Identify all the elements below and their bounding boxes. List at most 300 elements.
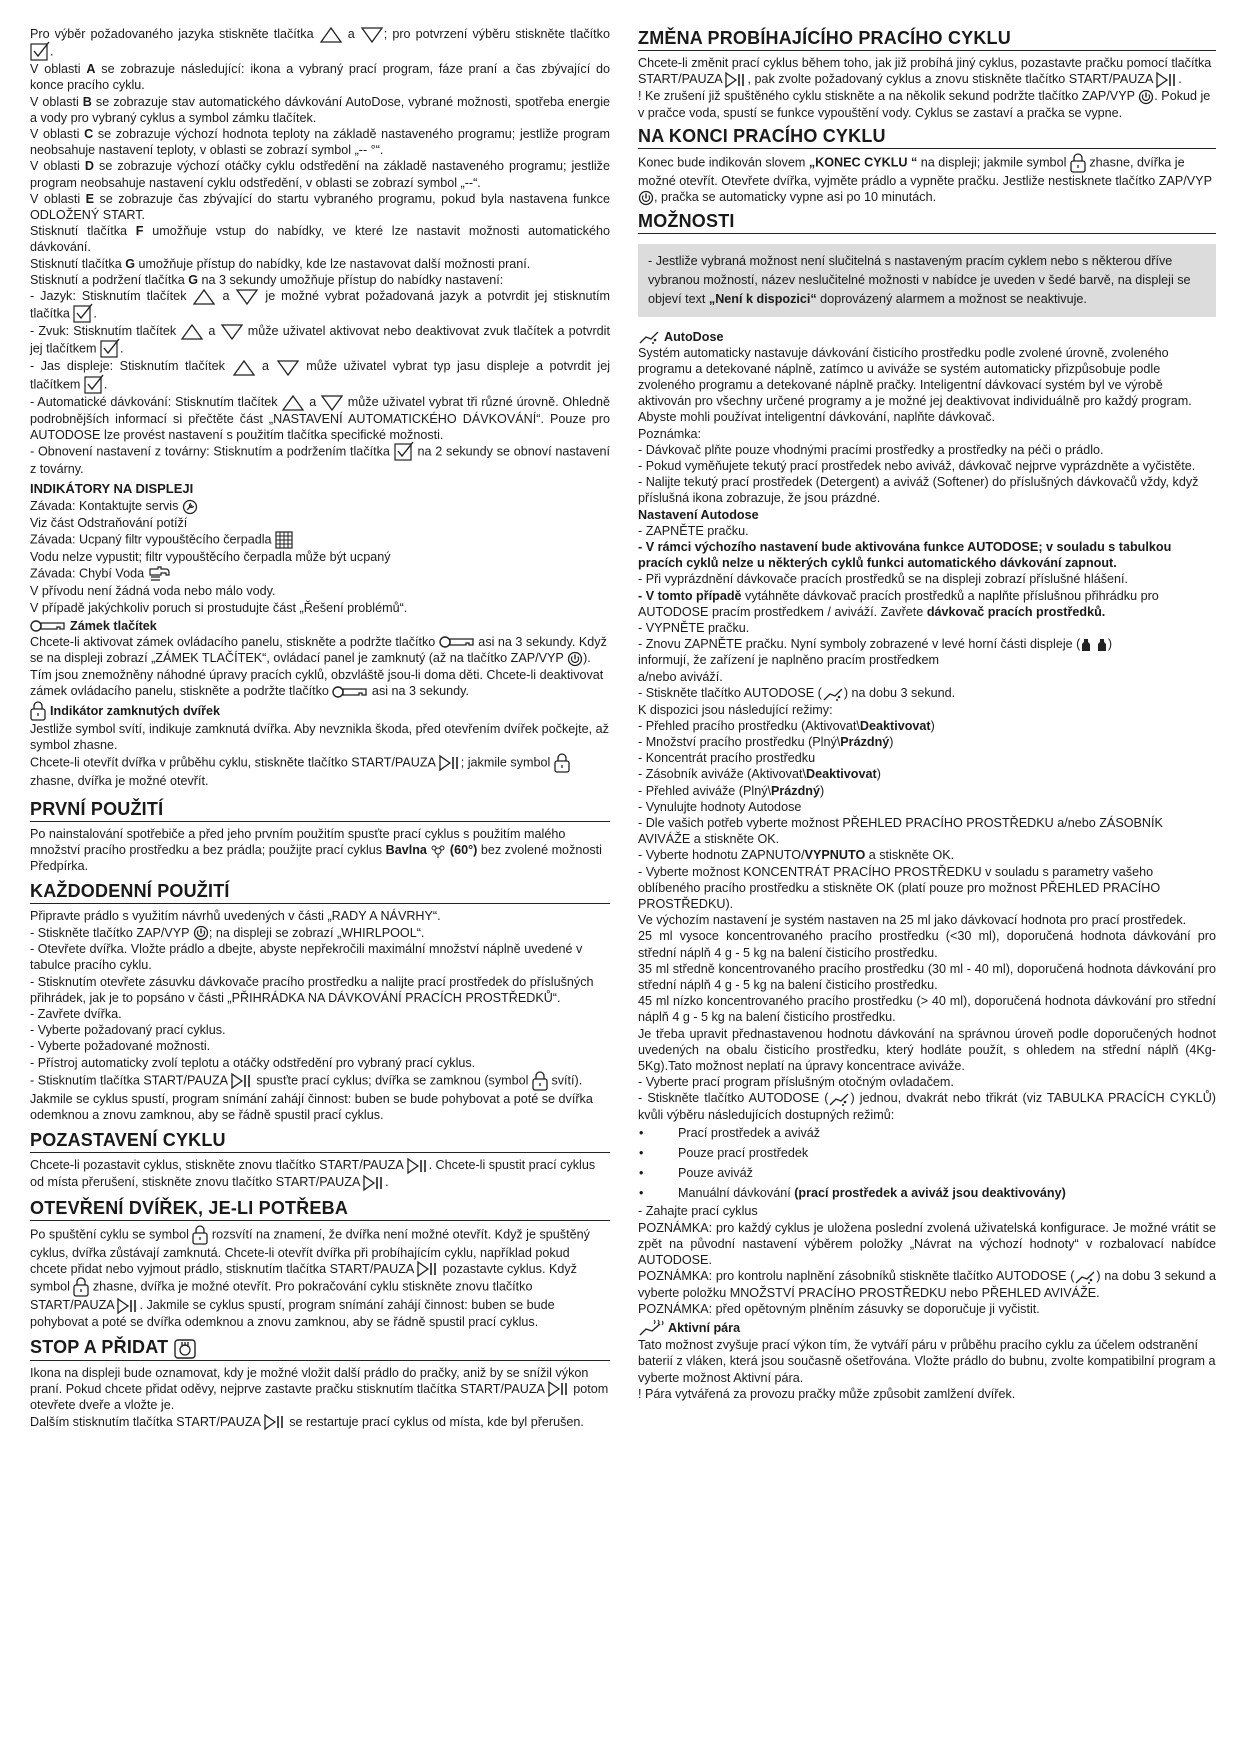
paragraph	[30, 721, 610, 753]
bold-run: G	[188, 272, 198, 287]
bold-run: (60°)	[449, 842, 478, 857]
autodose-icon	[638, 329, 660, 345]
paragraph	[30, 1038, 610, 1054]
text-run: Chcete-li pozastavit cyklus, stiskněte znovu tlačítko START/PAUZA	[30, 1158, 407, 1173]
text-run: Chcete-li změnit prací cyklus během toho, jak již probíhá jiný cyklus, pozastavte pračku pomocí tlačítka START/PAUZA	[638, 56, 1212, 87]
text-run: V přívodu není žádná voda nebo málo vody.	[30, 584, 276, 599]
text-run: Prací prostředek a aviváž	[678, 1126, 821, 1141]
bold-run: Deaktivovat	[805, 767, 877, 782]
list-item	[678, 1163, 1216, 1183]
stop-add-section	[30, 1365, 610, 1431]
open-door-heading: OTEVŘENÍ DVÍŘEK, JE-LI POTŘEBA	[30, 1197, 610, 1221]
paragraph	[30, 191, 610, 223]
paragraph	[638, 636, 1216, 652]
paragraph	[638, 409, 1216, 425]
text-run: Stisknutí tlačítka	[30, 224, 136, 239]
paragraph	[30, 1071, 610, 1123]
text-run: - Dle vašich potřeb vyberte možnost PŘEHLED PRACÍHO PROSTŘEDKU a/nebo ZÁSOBNÍK AVIVÁŽE a stiskněte OK.	[638, 815, 1163, 847]
paragraph	[30, 223, 610, 255]
bold-run: Prázdný	[771, 783, 820, 798]
paragraph	[638, 702, 1216, 718]
play-icon	[417, 1261, 439, 1277]
text-run: - VYPNĚTE pračku.	[638, 621, 750, 636]
text-run: Viz část Odstraňování potíží	[30, 515, 188, 530]
ok-icon	[84, 376, 104, 394]
paragraph	[638, 864, 1216, 913]
paragraph	[30, 256, 610, 272]
play-icon	[548, 1381, 570, 1397]
play-icon	[725, 72, 747, 88]
bold-run: E	[85, 191, 95, 206]
text-run: - Vyberte požadované možnosti.	[30, 1039, 211, 1054]
bottle-icon	[1080, 638, 1092, 652]
paragraph	[638, 669, 1216, 685]
ok-icon	[100, 340, 120, 358]
text-run: POZNÁMKA: pro kontrolu naplnění zásobníků stiskněte tlačítko AUTODOSE (	[638, 1269, 1075, 1284]
text-run: V oblasti	[30, 159, 85, 174]
list-item	[678, 1123, 1216, 1143]
text-run: - Přístroj automaticky zvolí teplotu a otáčky odstředění pro vybraný prací cyklus.	[30, 1055, 476, 1070]
autodose-icon	[1074, 1269, 1096, 1285]
paragraph	[30, 358, 610, 393]
paragraph	[638, 474, 1216, 506]
text-run: )	[930, 718, 935, 733]
end-section	[638, 153, 1216, 206]
lock-icon	[73, 1277, 89, 1297]
paragraph	[30, 753, 610, 789]
bold-run: Bavlna	[385, 842, 427, 857]
text-run: - Dávkovač plňte pouze vhodnými pracími prostředky a prostředky na péči o prádlo.	[638, 442, 1104, 457]
paragraph	[30, 443, 610, 477]
text-run: se restartuje prací cyklus od místa, kde byl přerušen.	[285, 1414, 584, 1429]
lock-icon	[192, 1225, 208, 1245]
bold-run: Deaktivovat	[859, 718, 931, 733]
text-run: a	[342, 27, 360, 41]
text-run: a	[216, 289, 236, 304]
text-run: .	[50, 44, 54, 59]
paragraph	[638, 799, 1216, 815]
text-run: ). Tím jsou znemožněny náhodné úpravy pracích cyklů, obzvláště jsou-li doma děti. Chcete-li deaktivovat zámek ovládacího panelu, stiskněte a podržte tlačítko	[30, 651, 604, 698]
steam-icon	[638, 1319, 664, 1337]
text-run: . Chcete-li spustit prací cyklus od místa přerušení, stiskněte znovu tlačítko START/PAUZA	[30, 1158, 596, 1189]
text-run: umožňuje přístup do nabídky, kde lze nastavovat další možnosti praní.	[135, 256, 531, 271]
text-run: ! Ke zrušení již spuštěného cyklu stiskněte a na několik sekund podržte tlačítko ZAP/VYP	[638, 88, 1139, 103]
indicators-heading: INDIKÁTORY NA DISPLEJI	[30, 481, 194, 497]
play-icon	[264, 1414, 286, 1430]
text-run: K dispozici jsou následující režimy:	[638, 702, 833, 717]
text-run: asi na 3 sekundy. Když se na displeji zobrazí „ZÁMEK TLAČÍTEK“, ovládací panel je zamknutý (až na tlačítko ZAP/VYP	[30, 634, 607, 665]
cotton-icon	[430, 844, 446, 858]
paragraph	[638, 88, 1216, 121]
door-lock-title: Indikátor zamknutých dvířek	[50, 704, 221, 719]
key-lock-section	[30, 634, 610, 699]
text-run: - Znovu ZAPNĚTE pračku. Nyní symboly zobrazené v levé horní části displeje (	[638, 637, 1081, 652]
text-run: - Vyberte prací program příslušným otočným ovladačem.	[638, 1075, 954, 1090]
stop-add-icon	[174, 1339, 196, 1359]
text-run: Dalším stisknutím tlačítka START/PAUZA	[30, 1414, 264, 1429]
text-run: Pouze prací prostředek	[678, 1146, 809, 1161]
paragraph	[638, 766, 1216, 782]
text-run: - Stiskněte tlačítko AUTODOSE (	[638, 1091, 829, 1106]
paragraph	[638, 345, 1216, 410]
text-run: potom otevřete dveře a vložte je.	[30, 1381, 609, 1413]
text-run: může uživatel aktivovat nebo deaktivovat zvuk tlačítek a potvrdit jej tlačítkem	[30, 324, 610, 356]
steam-section	[638, 1337, 1216, 1402]
tap-icon	[148, 565, 170, 583]
paragraph	[30, 531, 610, 549]
text-run: Ve výchozím nastavení je systém nastaven na 25 ml jako dávkovací hodnota pro prací prostředek.	[638, 913, 1187, 928]
text-run: - Stisknutím tlačítka START/PAUZA	[30, 1073, 231, 1088]
text-run: . Pokud je v pračce voda, spustí se funkce vypouštění vody. Cyklus se zastaví a pračka se vypne.	[638, 88, 1211, 120]
text-run: Po nainstalování spotřebiče a před jeho prvním použitím spusťte prací cyklus s použitím malého množství pracího prostředku a bez prádla; použijte prací cyklus	[30, 826, 566, 857]
text-run: Konec bude indikován slovem	[638, 155, 809, 170]
down-icon	[320, 394, 344, 411]
text-run: Pouze aviváž	[678, 1166, 753, 1181]
first-use-section	[30, 826, 610, 875]
paragraph	[30, 826, 610, 875]
text-run: - Vyberte požadovaný prací cyklus.	[30, 1023, 226, 1038]
change-heading: ZMĚNA PROBÍHAJÍCÍHO PRACÍHO CYKLU	[638, 27, 1216, 51]
bold-run: „KONEC CYKLU “	[808, 155, 918, 170]
paragraph	[30, 26, 610, 61]
text-run: a	[204, 324, 220, 339]
text-run: )	[1107, 637, 1113, 652]
stop-add-heading	[30, 1336, 610, 1360]
paragraph	[638, 571, 1216, 587]
end-heading: NA KONCI PRACÍHO CYKLU	[638, 125, 1216, 149]
key-icon	[332, 685, 368, 699]
paragraph	[638, 1220, 1216, 1269]
key-icon	[439, 635, 475, 649]
autodose-icon	[828, 1091, 850, 1107]
paragraph	[638, 153, 1216, 206]
text-run: )	[876, 767, 881, 782]
text-run: - Nalijte tekutý prací prostředek (Detergent) a aviváž (Softener) do příslušných dávkovačů vždy, když příslušná ikona zobrazuje, že jsou prázdné.	[638, 475, 1199, 506]
text-run: vytáhněte dávkovač pracích prostředků a naplňte příslušnou přihrádku pro AUTODOSE pracím prostředkem / aviváží. Zavřete	[638, 588, 1159, 619]
paragraph	[30, 1055, 610, 1071]
paragraph	[638, 734, 1216, 750]
bold-run: C	[84, 126, 94, 141]
bold-run: A	[86, 62, 96, 77]
paragraph	[638, 928, 1216, 960]
text-run: )	[820, 783, 825, 798]
play-icon	[407, 1158, 429, 1174]
bold-run: VYPNUTO	[804, 848, 866, 863]
key-lock-title: Zámek tlačítek	[70, 618, 157, 633]
bold-run: B	[82, 94, 92, 109]
paragraph	[30, 126, 610, 158]
text-run: spusťte prací cyklus; dvířka se zamknou (symbol	[252, 1073, 532, 1088]
text-run: ; pro potvrzení výběru stiskněte tlačítko	[383, 27, 610, 41]
paragraph	[638, 847, 1216, 863]
text-run: pozastavte cyklus. Když symbol	[30, 1261, 577, 1294]
text-run: Závada: Ucpaný filtr vypouštěcího čerpadla	[30, 532, 276, 547]
autodose-section	[638, 345, 1216, 913]
paragraph	[638, 652, 1216, 668]
autodose-title: AutoDose	[664, 329, 724, 344]
text-run: na displeji; jakmile symbol	[917, 155, 1070, 170]
text-run: ! Pára vytvářená za provozu pračky může způsobit zamlžení dvířek.	[638, 1386, 1016, 1401]
text-run: může uživatel vybrat tři různé úrovně. Ohledně podrobnějších informací si přečtěte část „NASTAVENÍ AUTOMATICKÉHO DÁVKOVÁNÍ“. Pouze pro AUTODOSE lze provést nastavení s použitím tlačítka specifické možnosti.	[30, 394, 610, 442]
open-door-section	[30, 1225, 610, 1331]
power-icon	[567, 651, 583, 667]
text-run: Po spuštění cyklu se symbol	[30, 1226, 193, 1241]
paragraph	[30, 565, 610, 583]
text-run: Poznámka:	[638, 426, 701, 441]
text-run: Abyste mohli používat inteligentní dávkování, naplňte dávkovač.	[638, 410, 996, 425]
text-run: se zobrazuje výchozí otáčky cyklu odstředění na základě nastaveného programu; jestliže program neobsahuje nastavení cyklu odstředění, v oblasti se zobrazí symbol „--“.	[30, 159, 610, 190]
text-run: .	[120, 341, 124, 356]
text-run: - Přehled aviváže (Plný\	[638, 783, 771, 798]
text-run: 25 ml vysoce koncentrovaného pracího prostředku (<30 ml), doporučená hodnota dávkování pro střední náplň 4 g - 5 kg na balení čisticího prostředku.	[638, 929, 1216, 960]
text-run: V oblasti	[30, 62, 87, 77]
paragraph	[638, 620, 1216, 636]
paragraph	[638, 507, 1216, 523]
autodose-dosing	[638, 912, 1216, 1123]
text-run: - Vyberte hodnotu ZAPNUTO/	[638, 848, 805, 863]
text-run: - Zvuk: Stisknutím tlačítek	[30, 324, 181, 339]
text-run: - ZAPNĚTE pračku.	[638, 523, 749, 538]
options-heading: MOŽNOSTI	[638, 210, 1216, 234]
paragraph	[638, 55, 1216, 88]
paragraph	[30, 1022, 610, 1038]
lock-icon	[1070, 153, 1086, 173]
text-run: - Jazyk: Stisknutím tlačítek	[30, 289, 193, 304]
indicators-section	[30, 498, 610, 615]
text-run: - Koncentrát pracího prostředku	[638, 751, 816, 766]
text-run: - Pokud vyměňujete tekutý prací prostředek nebo aviváž, dávkovač nejprve vyprázdněte a vyčistěte.	[638, 459, 1196, 474]
paragraph	[638, 1026, 1216, 1075]
text-run: 35 ml středně koncentrovaného pracího prostředku (30 ml - 40 ml), doporučená hodnota dávkování pro střední náplň 4 g - 5 kg na balení čisticího prostředku.	[638, 961, 1216, 993]
paragraph	[30, 323, 610, 358]
text-run: ) na dobu 3 sekund a vyberte položku MNOŽSTVÍ PRACÍHO PROSTŘEDKU nebo PŘEHLED AVIVÁŽE.	[638, 1269, 1216, 1300]
text-run: informují, že zařízení je naplněno pracím prostředkem	[638, 653, 939, 668]
paragraph	[30, 94, 610, 126]
paragraph	[638, 961, 1216, 993]
text-run: se zobrazuje výchozí hodnota teploty na základě nastaveného programu; jestliže program neobsahuje nastavení teploty, v oblasti se zobrazí symbol „-- °“.	[30, 126, 610, 158]
autodose-heading	[638, 329, 1216, 345]
text-run: V oblasti	[30, 94, 83, 109]
text-run: - Při vyprázdnění dávkovače pracích prostředků se na displeji zobrazí příslušné hlášení.	[638, 572, 1129, 587]
lock-icon	[532, 1071, 548, 1091]
pause-heading: POZASTAVENÍ CYKLU	[30, 1129, 610, 1153]
options-note	[638, 244, 1216, 317]
paragraph	[30, 158, 610, 190]
paragraph	[638, 1386, 1216, 1402]
paragraph	[30, 1157, 610, 1190]
paragraph	[638, 539, 1216, 571]
paragraph	[30, 908, 610, 924]
up-icon	[319, 26, 343, 43]
text-run: může uživatel vybrat typ jasu displeje a potvrdit jej tlačítkem	[30, 359, 610, 391]
paragraph	[638, 1337, 1216, 1386]
text-run: ; na displeji se zobrazí „WHIRLPOOL“.	[208, 925, 425, 940]
down-icon	[276, 359, 300, 376]
bold-run: Nastavení Autodose	[638, 507, 759, 522]
text-run: - Zahajte prací cyklus	[638, 1204, 758, 1219]
text-run: ) jednou, dvakrát nebo třikrát (viz TABULKA PRACÍCH CYKLŮ) kvůli výběru následujících dostupných režimů:	[638, 1091, 1216, 1123]
autodose-icon	[822, 686, 844, 702]
paragraph	[638, 750, 1216, 766]
text-run: .	[1178, 72, 1182, 87]
text-run: - Zavřete dvířka.	[30, 1006, 122, 1021]
autodose-notes	[638, 1203, 1216, 1317]
bold-run: G	[125, 256, 135, 271]
text-run: Závada: Chybí Voda	[30, 566, 148, 581]
text-run: Připravte prádlo s využitím návrhů uvedených v části „RADY A NÁVRHY“.	[30, 909, 441, 924]
text-run: 45 ml nízko koncentrovaného pracího prostředku (> 40 ml), doporučená hodnota dávkování pro střední náplň 4 g - 5 kg na balení čisticího prostředku.	[638, 994, 1216, 1025]
steam-title: Aktivní pára	[668, 1321, 741, 1336]
paragraph	[638, 1203, 1216, 1219]
paragraph	[638, 588, 1216, 620]
paragraph	[30, 1414, 610, 1431]
first-use-heading: PRVNÍ POUŽITÍ	[30, 798, 610, 822]
bold-run: Prázdný	[840, 734, 890, 749]
paragraph	[638, 523, 1216, 539]
autodose-modes	[638, 1123, 1216, 1203]
text-run: se zobrazuje čas zbývající do startu vybraného programu, pokud byla nastavena funkce ODLOŽENÝ START.	[30, 191, 610, 222]
text-run: Manuální dávkování	[678, 1186, 795, 1201]
stop-add-title: STOP A PŘIDAT	[30, 1337, 169, 1358]
text-run: .	[103, 376, 108, 391]
paragraph	[638, 1301, 1216, 1317]
door-lock-heading	[30, 701, 610, 721]
text-run: rozsvítí na znamení, že dvířka není možné otevřít. Když je spuštěný cyklus, dvířka zůstávají zamknutá. Chcete-li otevřít dvířka při probíhajícím cyklu, například pokud chcete přidat nebo vyjmout prádlo, stisknutím tlačítka START/PAUZA	[30, 1226, 590, 1276]
ok-icon	[73, 305, 93, 323]
text-run: na 3 sekundy umožňuje přístup do nabídky nastavení:	[198, 272, 504, 287]
text-run: ; jakmile symbol	[460, 755, 554, 770]
text-run: se zobrazuje následující: ikona a vybraný prací program, fáze praní a čas zbývající do konce pracího cyklu.	[30, 62, 610, 93]
up-icon	[192, 288, 216, 305]
text-run: . Jakmile se cyklus spustí, program snímání zahájí činnost: buben se bude pohybovat a poté se dvířka odemknou a znovu zamknou, aby se řádně spustil prací cyklus.	[30, 1298, 555, 1330]
change-section	[638, 55, 1216, 121]
door-lock-section	[30, 721, 610, 790]
text-run: zhasne, dvířka je možné otevřít. Pro pokračování cyklu stiskněte znovu tlačítko START/PAUZA	[30, 1279, 533, 1313]
text-run: se zobrazuje stav automatického dávkování AutoDose, vybrané možnosti, spotřeba energie a vody pro vybraný cyklus a symbol zámku tlačítek.	[30, 94, 610, 125]
text-run: Systém automaticky nastavuje dávkování čisticího prostředku podle zvolené úrovně, zvoleného programu a detekované náplně, zatímco u aviváže se systém automaticky přizpůsobuje podle zvoleného programu a detekované náplně pračky. Inteligentní dávkovací systém byl ve výrobě aktivován pro všechny určené programy a je možné jej deaktivovat individuálně pro každý program.	[638, 345, 1192, 409]
bold-run: dávkovač pracích prostředků.	[926, 604, 1106, 619]
lock-icon	[554, 753, 570, 773]
text-run: umožňuje vstup do nabídky, ve které lze nastavit možnosti automatického dávkování.	[30, 224, 610, 255]
paragraph	[30, 925, 610, 942]
up-icon	[180, 323, 204, 340]
text-run: Stisknutí tlačítka	[30, 256, 126, 271]
text-run: , pračka se automaticky vypne asi po 10 minutách.	[654, 189, 937, 204]
paragraph	[638, 783, 1216, 799]
daily-use-section	[30, 908, 610, 1123]
power-icon	[1138, 89, 1154, 105]
text-run: V oblasti	[30, 191, 86, 206]
text-run: bez zvolené možnosti Předpírka.	[30, 842, 602, 874]
intro-section	[30, 26, 610, 477]
play-icon	[1156, 72, 1178, 88]
bold-run: „Není k dispozici“	[708, 291, 817, 306]
paragraph	[30, 634, 610, 699]
lock-icon	[30, 701, 46, 721]
steam-heading	[638, 1319, 1216, 1337]
paragraph	[30, 1365, 610, 1414]
text-run: asi na 3 sekundy.	[368, 683, 470, 698]
text-run: - Přehled pracího prostředku (Aktivovat\	[638, 718, 860, 733]
key-icon	[30, 619, 66, 633]
text-run: , pak zvolte požadovaný cyklus a znovu stiskněte tlačítko START/PAUZA	[747, 72, 1157, 87]
text-run: - Stiskněte tlačítko ZAP/VYP	[30, 925, 193, 940]
text-run: - Obnovení nastavení z továrny: Stisknutím a podržením tlačítka	[30, 444, 394, 459]
text-run: na 2 sekundy se obnoví nastavení z továrny.	[30, 444, 610, 477]
text-run: V oblasti	[30, 126, 85, 141]
down-icon	[235, 288, 259, 305]
text-run: doprovázený alarmem a možnost se neaktivuje.	[816, 291, 1087, 306]
text-run: Závada: Kontaktujte servis	[30, 499, 182, 514]
play-icon	[117, 1298, 139, 1314]
text-run: Pro výběr požadovaného jazyka stiskněte tlačítka	[30, 27, 319, 41]
text-run: Chcete-li aktivovat zámek ovládacího panelu, stiskněte a podržte tlačítko	[30, 634, 439, 649]
paragraph	[638, 993, 1216, 1025]
text-run: Jestliže symbol svítí, indikuje zamknutá dvířka. Aby nevznikla škoda, před otevřením dvířek počkejte, až symbol zhasne.	[30, 722, 609, 753]
paragraph	[30, 600, 610, 616]
paragraph	[638, 685, 1216, 702]
filter-icon	[275, 531, 293, 549]
text-run: svítí). Jakmile se cyklus spustí, program snímání zahájí činnost: buben se bude pohybovat a poté se dvířka odemknou a znovu zamknou, aby se řádně spustil prací cyklus.	[30, 1073, 593, 1122]
play-icon	[439, 755, 461, 771]
down-icon	[220, 323, 244, 340]
text-run: - Množství pracího prostředku (Plný\	[638, 734, 841, 749]
text-run: - Jas displeje: Stisknutím tlačítek	[30, 359, 232, 374]
text-run: V případě jakýchkoliv poruch si prostudujte část „Řešení problémů“.	[30, 600, 408, 615]
ok-icon	[394, 443, 414, 461]
paragraph	[30, 1225, 610, 1331]
paragraph	[638, 815, 1216, 847]
down-icon	[360, 26, 384, 43]
bold-run: F	[135, 224, 144, 239]
bold-run: (prací prostředek a aviváž jsou deaktivovány)	[794, 1186, 1066, 1201]
up-icon	[281, 394, 305, 411]
text-run: - Otevřete dvířka. Vložte prádlo a dbejte, abyste nepřekročili maximální množství náplně uvedené v tabulce pracího cyklu.	[30, 942, 583, 973]
paragraph	[30, 272, 610, 288]
daily-use-heading: KAŽDODENNÍ POUŽITÍ	[30, 880, 610, 904]
text-run: - Vyberte možnost KONCENTRÁT PRACÍHO PROSTŘEDKU v souladu s parametry vašeho oblíbeného pracího prostředku a stiskněte OK (platí pouze pro možnost PŘEHLED PRACÍHO PROSTŘEDKU).	[638, 864, 1161, 911]
play-icon	[231, 1073, 253, 1089]
paragraph	[30, 1006, 610, 1022]
paragraph	[638, 442, 1216, 458]
text-run: zhasne, dvířka je možné otevřít.	[30, 774, 209, 789]
text-run: zhasne, dvířka je možné otevřít. Otevřete dvířka, vyjměte prádlo a vypněte pračku. Jestliže nestisknete tlačítko ZAP/VYP	[638, 155, 1212, 188]
text-run: POZNÁMKA: před opětovným plněním zásuvky se doporučuje ji vyčistit.	[638, 1302, 1040, 1316]
text-run: .	[385, 1174, 389, 1189]
bold-run: D	[84, 159, 94, 174]
text-run: POZNÁMKA: pro každý cyklus je uložena poslední zvolená uživatelská konfigurace. Je možné vrátit se zpět na původní nastavení výběrem položky „Návrat na výchozí hodnoty“ v rozbalovací nabídce AUTODOSE.	[638, 1220, 1216, 1267]
paragraph	[30, 515, 610, 531]
bold-run: - V tomto případě	[638, 588, 742, 603]
text-run: je možné vybrat požadovaná jazyk a potvrdit jej stisknutím tlačítka	[30, 289, 610, 321]
paragraph	[30, 498, 610, 515]
service-icon	[182, 499, 198, 515]
right-column	[638, 26, 1216, 1402]
left-column	[30, 26, 610, 1430]
power-icon	[638, 190, 654, 206]
text-run: a	[255, 359, 276, 374]
paragraph	[638, 1074, 1216, 1090]
text-run: Tato možnost zvyšuje prací výkon tím, že vytváří páru v průběhu pracího cyklu za účelem odstranění baterií z vláken, která jsou současně ošetřována. Vložte prádlo do bubnu, zvolte kompatibilní program a vyberte možnost Aktivní pára.	[638, 1338, 1216, 1385]
paragraph	[30, 941, 610, 973]
paragraph	[638, 458, 1216, 474]
paragraph	[638, 718, 1216, 734]
paragraph	[638, 912, 1216, 928]
paragraph	[30, 549, 610, 565]
text-run: .	[93, 306, 97, 321]
text-run: a	[305, 394, 320, 409]
text-run: Je třeba upravit přednastavenou hodnotu dávkování na správnou úroveň podle doporučených hodnot uvedených na obalu čisticího prostředku, který hodláte použít, s ohledem na střední náplň (4Kg-5Kg).Tato možnost neplatí na úpravy koncentrace aviváže.	[638, 1026, 1216, 1074]
